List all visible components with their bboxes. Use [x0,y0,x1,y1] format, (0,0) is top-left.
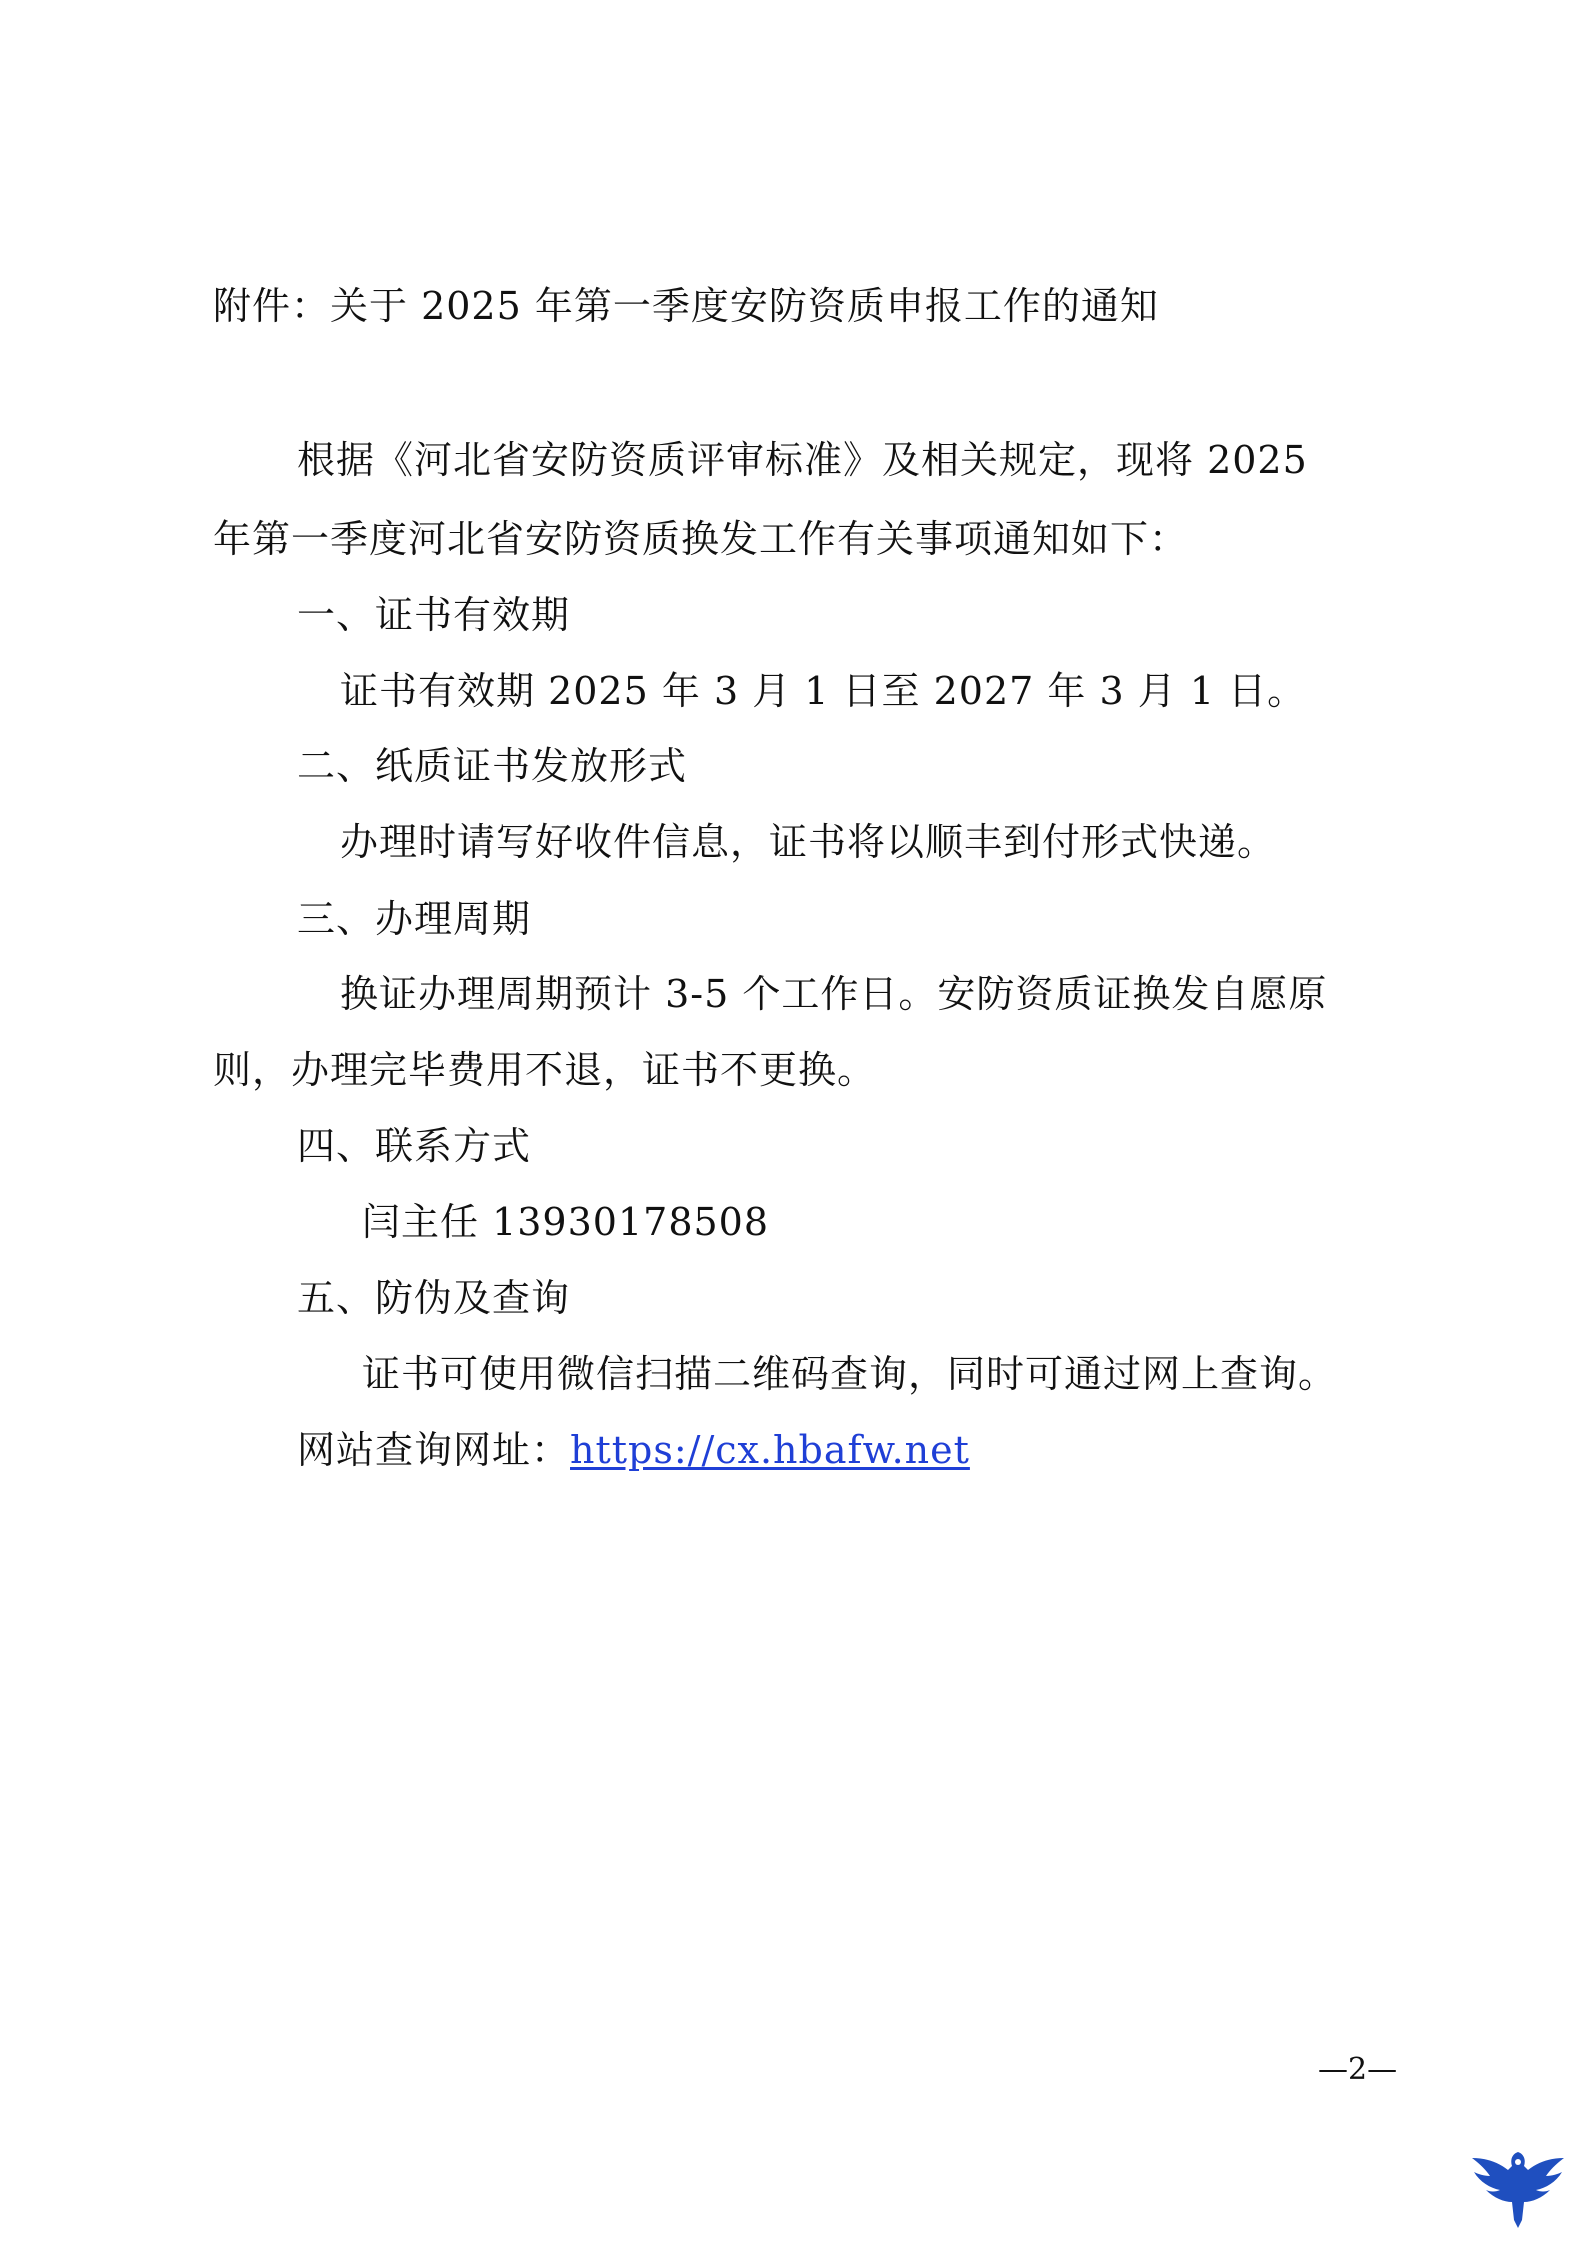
website-line [297,1426,970,1474]
website-link[interactable]: https://cx.hbafw.net [570,1428,970,1472]
section-body-delivery: 办理时请写好收件信息，证书将以顺丰到付形式快递。 [340,820,1277,864]
intro-paragraph-line-1: 根据《河北省安防资质评审标准》及相关规定，现将 2025 [297,438,1308,482]
section-heading-delivery: 二、纸质证书发放形式 [297,744,688,788]
section-heading-contact: 四、联系方式 [297,1124,532,1168]
section-body-anti-counterfeit: 证书可使用微信扫描二维码查询，同时可通过网上查询。 [362,1352,1338,1396]
intro-paragraph-line-2: 年第一季度河北省安防资质换发工作有关事项通知如下： [213,517,1189,561]
section-body-contact: 闫主任 13930178508 [362,1200,770,1244]
document-title: 附件：关于 2025 年第一季度安防资质申报工作的通知 [213,284,1159,328]
section-heading-anti-counterfeit: 五、防伪及查询 [297,1276,571,1320]
eagle-logo-icon [1468,2132,1568,2232]
section-body-processing-line-2: 则，办理完毕费用不退，证书不更换。 [213,1048,877,1092]
page-number: —2— [1318,2052,1398,2087]
section-heading-validity: 一、证书有效期 [297,593,571,637]
website-label: 网站查询网址： [297,1428,571,1472]
section-body-validity: 证书有效期 2025 年 3 月 1 日至 2027 年 3 月 1 日。 [340,669,1307,713]
section-heading-processing-period: 三、办理周期 [297,897,532,941]
section-body-processing-line-1: 换证办理周期预计 3-5 个工作日。安防资质证换发自愿原 [340,972,1328,1016]
